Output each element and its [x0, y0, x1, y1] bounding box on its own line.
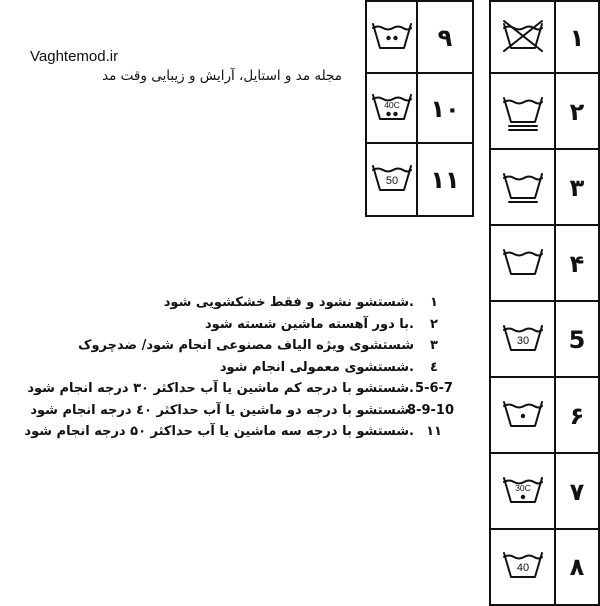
wash-40-icon — [500, 547, 546, 587]
symbol-number: ۱۱ — [416, 142, 474, 217]
wash-one-dot-icon — [500, 396, 546, 436]
tagline: مجله مد و استایل، آرایش و زیبایی وقت مد — [102, 68, 342, 84]
legend-key: ۱۱ — [426, 424, 442, 439]
symbol-number: ۴ — [554, 224, 600, 303]
legend-item — [8, 357, 454, 379]
legend-text: .شستشوی معمولی انجام شود — [219, 359, 414, 375]
wash-40c-two-dots-icon — [369, 89, 415, 129]
legend-key: 5-6-7 — [415, 381, 453, 396]
symbol-number: ۸ — [554, 528, 600, 606]
legend-text: .شستشو نشود و فقط خشکشویی شود — [163, 295, 414, 310]
temperature-dot — [386, 111, 390, 115]
symbol-cell — [489, 148, 556, 227]
symbol-number: ۳ — [554, 148, 600, 227]
temperature-dot — [393, 111, 397, 115]
wash-50-icon — [369, 160, 415, 200]
wash-30c-one-dot-icon — [500, 472, 546, 512]
wash-30-icon — [500, 320, 546, 360]
symbol-cell — [489, 528, 556, 606]
temperature-label: 30C — [514, 482, 531, 493]
temperature-label: 50 — [385, 174, 398, 187]
legend-item — [8, 400, 454, 422]
symbol-cell — [365, 72, 418, 145]
temperature-dot — [520, 494, 524, 498]
legend-item — [8, 335, 454, 357]
symbol-number: 5 — [554, 300, 600, 379]
symbol-number: ۲ — [554, 72, 600, 151]
legend-text: .شستشو با درجه دو ماشین یا آب حداکثر ٤٠ درجه انجام شود — [30, 402, 414, 418]
legend-key: ۳ — [430, 338, 438, 353]
temperature-dot — [386, 35, 390, 39]
symbol-cell — [489, 72, 556, 151]
symbol-number: ۱ — [554, 0, 600, 75]
symbol-number: ۹ — [416, 0, 474, 75]
temperature-dot — [393, 35, 397, 39]
temperature-label: 40C — [383, 99, 400, 110]
symbol-cell — [489, 452, 556, 531]
temperature-dot — [520, 413, 524, 417]
legend-key: ۱ — [430, 295, 438, 310]
legend-item — [8, 421, 454, 443]
temperature-label: 40 — [516, 562, 529, 574]
legend-item — [8, 378, 454, 400]
symbol-cell — [365, 142, 418, 217]
legend-item — [8, 292, 454, 314]
wash-normal-icon — [500, 244, 546, 284]
symbol-cell — [489, 376, 556, 455]
site-name: Vaghtemod.ir — [30, 48, 119, 65]
symbol-cell — [489, 224, 556, 303]
symbol-cell — [489, 0, 556, 75]
wash-single-bar-icon — [500, 168, 546, 208]
symbol-number: ۶ — [554, 376, 600, 455]
temperature-label: 30 — [516, 334, 529, 347]
legend-item — [8, 314, 454, 336]
legend — [8, 292, 454, 443]
do-not-wash-icon — [500, 18, 546, 58]
symbol-number: ۱۰ — [416, 72, 474, 145]
wash-two-dots-icon — [369, 18, 415, 58]
symbol-number: ۷ — [554, 452, 600, 531]
wash-gentle-double-bar-icon — [500, 92, 546, 132]
legend-text: .شستشو با درجه کم ماشین یا آب حداکثر ۳۰ درجه انجام شود — [27, 381, 414, 396]
legend-text: شستشوی ویژه الیاف مصنوعی انجام شود/ ضدچروک — [78, 338, 414, 353]
symbol-cell — [365, 0, 418, 75]
legend-key: ۲ — [430, 316, 438, 332]
legend-text: .با دور آهسته ماشین شسته شود — [205, 316, 414, 332]
symbol-cell — [489, 300, 556, 379]
legend-key: 8-9-10 — [407, 402, 454, 418]
legend-text: .شستشو با درجه سه ماشین یا آب حداکثر ۵٠ درجه انجام شود — [24, 424, 414, 439]
legend-key: ٤ — [430, 359, 438, 375]
